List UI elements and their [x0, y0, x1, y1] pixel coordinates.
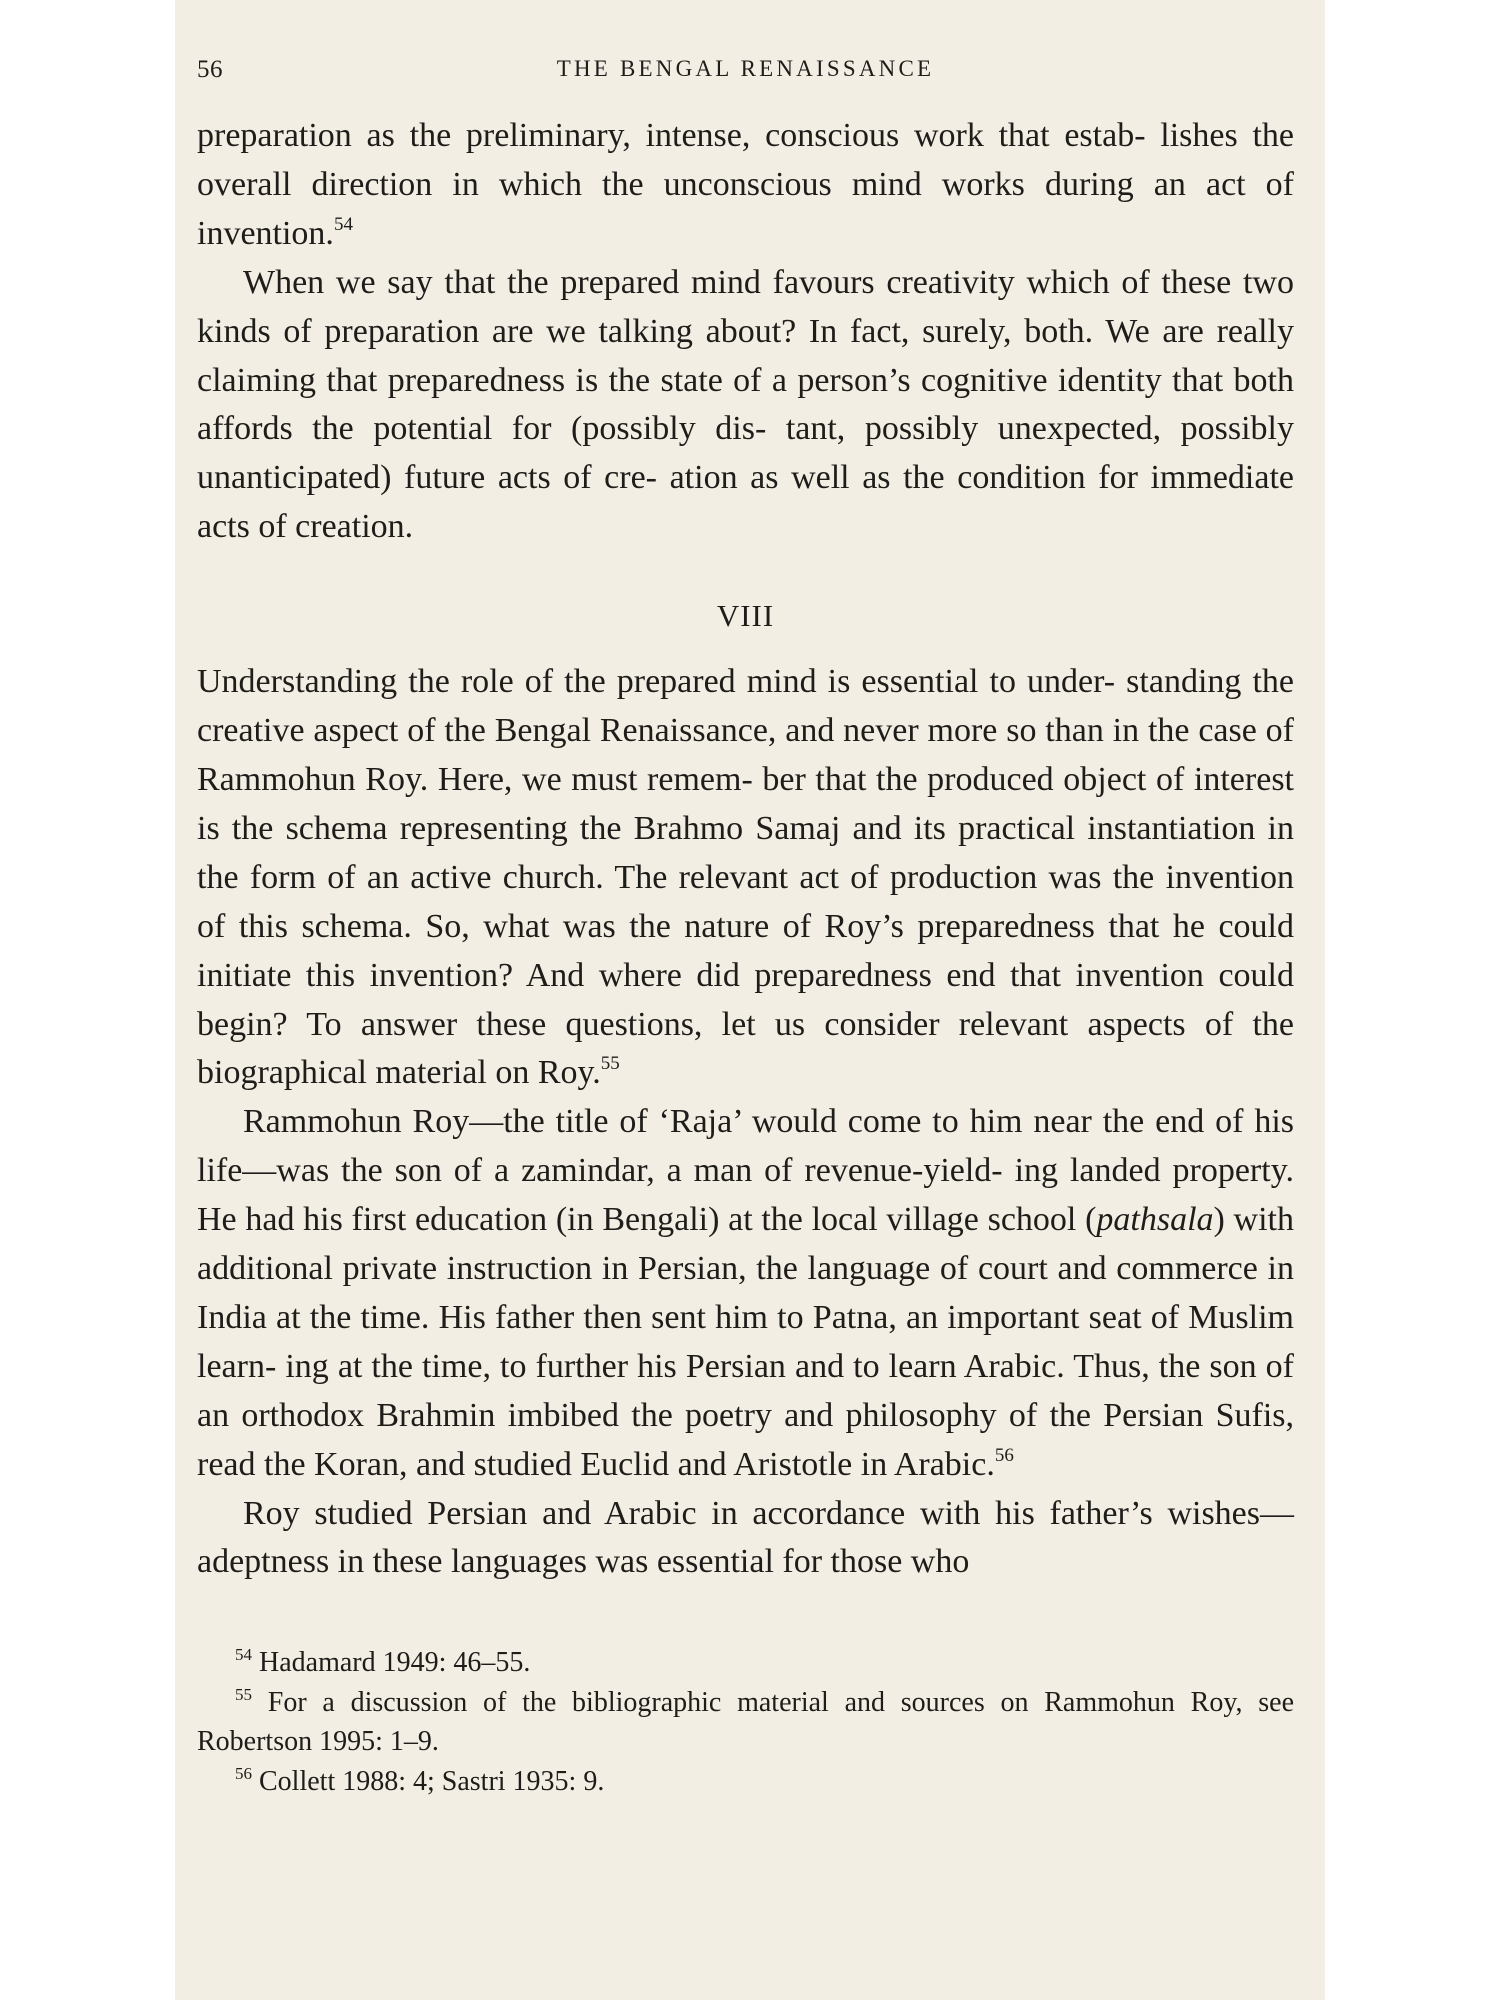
page-header: [197, 56, 1294, 96]
footnote-number: 56: [235, 1763, 252, 1783]
paragraph: [197, 1098, 1294, 1489]
footnotes: [197, 1643, 1294, 1801]
paragraph-text: Understanding the role of the prepared mind is essential to under- standing the creative aspect of the Bengal Renaissance, and never more so than in the case of Rammohun Roy. Here, we must remem- ber that the produced object of interest is the schema representing the Brahmo Samaj and its practical instantiation in the form of an active church. The relevant act of production was the invention of this schema. So, what was the nature of Roy’s preparedness that he could initiate this invention? And where did preparedness end that invention could begin? To answer these questions, let us consider relevant aspects of the biographical material on Roy.: [197, 663, 1294, 1092]
footnote: [197, 1643, 1294, 1683]
paragraph-text: When we say that the prepared mind favours creativity which of these two kinds of preparation are we talking about? In fact, surely, both. We are really claiming that preparedness is the state of a person’s cognitive identity that both affords the potential for (possibly dis- tant, possibly unexpected, possibly unanticipated) future acts of cre- ation as well as the condition for immediate acts of creation.: [197, 263, 1294, 546]
footnote-ref: 56: [994, 1444, 1014, 1466]
body-text: [197, 112, 1294, 1587]
footnote: [197, 1683, 1294, 1762]
running-head: THE BENGAL RENAISSANCE: [556, 56, 935, 81]
italic-term: pathsala: [1096, 1201, 1214, 1239]
book-page: [175, 0, 1325, 2000]
paragraph-text: ) with additional private instruction in Persian, the language of court and commerce in India at the time. His father then sent him to Patna, an important seat of Muslim learn- ing at the time, to further his Persian and to learn Arabic. Thus, the son of an orthodox Brahmin imbibed the poetry and philosophy of the Persian Sufis, read the Koran, and studied Euclid and Aristotle in Arabic.: [197, 1201, 1294, 1483]
footnote-text: Collett 1988: 4; Sastri 1935: 9.: [259, 1765, 605, 1797]
footnote-ref: 54: [333, 213, 353, 235]
footnote-number: 54: [235, 1645, 252, 1665]
paragraph-text: Rammohun Roy—the title of ‘Raja’ would come to him near the end of his life—was the son of a zamindar, a man of revenue-yield- ing landed property. He had his first education (in Bengali) at the local village school (: [197, 1103, 1294, 1239]
paragraph-text: Roy studied Persian and Arabic in accordance with his father’s wishes—adeptness in these languages was essential for those who: [197, 1494, 1294, 1581]
paragraph: [197, 658, 1294, 1098]
paragraph: [197, 112, 1294, 259]
footnote-text: For a discussion of the bibliographic material and sources on Rammohun Roy, see Robertson 1995: 1–9.: [197, 1686, 1295, 1758]
page-number: 56: [197, 56, 223, 83]
footnote: [197, 1762, 1294, 1802]
paragraph: [197, 1490, 1294, 1588]
paragraph-text: preparation as the preliminary, intense, conscious work that estab- lishes the overall direction in which the unconscious mind works during an act of invention.: [197, 117, 1294, 252]
footnote-text: Hadamard 1949: 46–55.: [259, 1647, 531, 1679]
section-heading: VIII: [716, 598, 775, 634]
footnote-number: 55: [235, 1684, 252, 1704]
paragraph: [197, 259, 1294, 552]
footnote-ref: 55: [600, 1053, 620, 1075]
